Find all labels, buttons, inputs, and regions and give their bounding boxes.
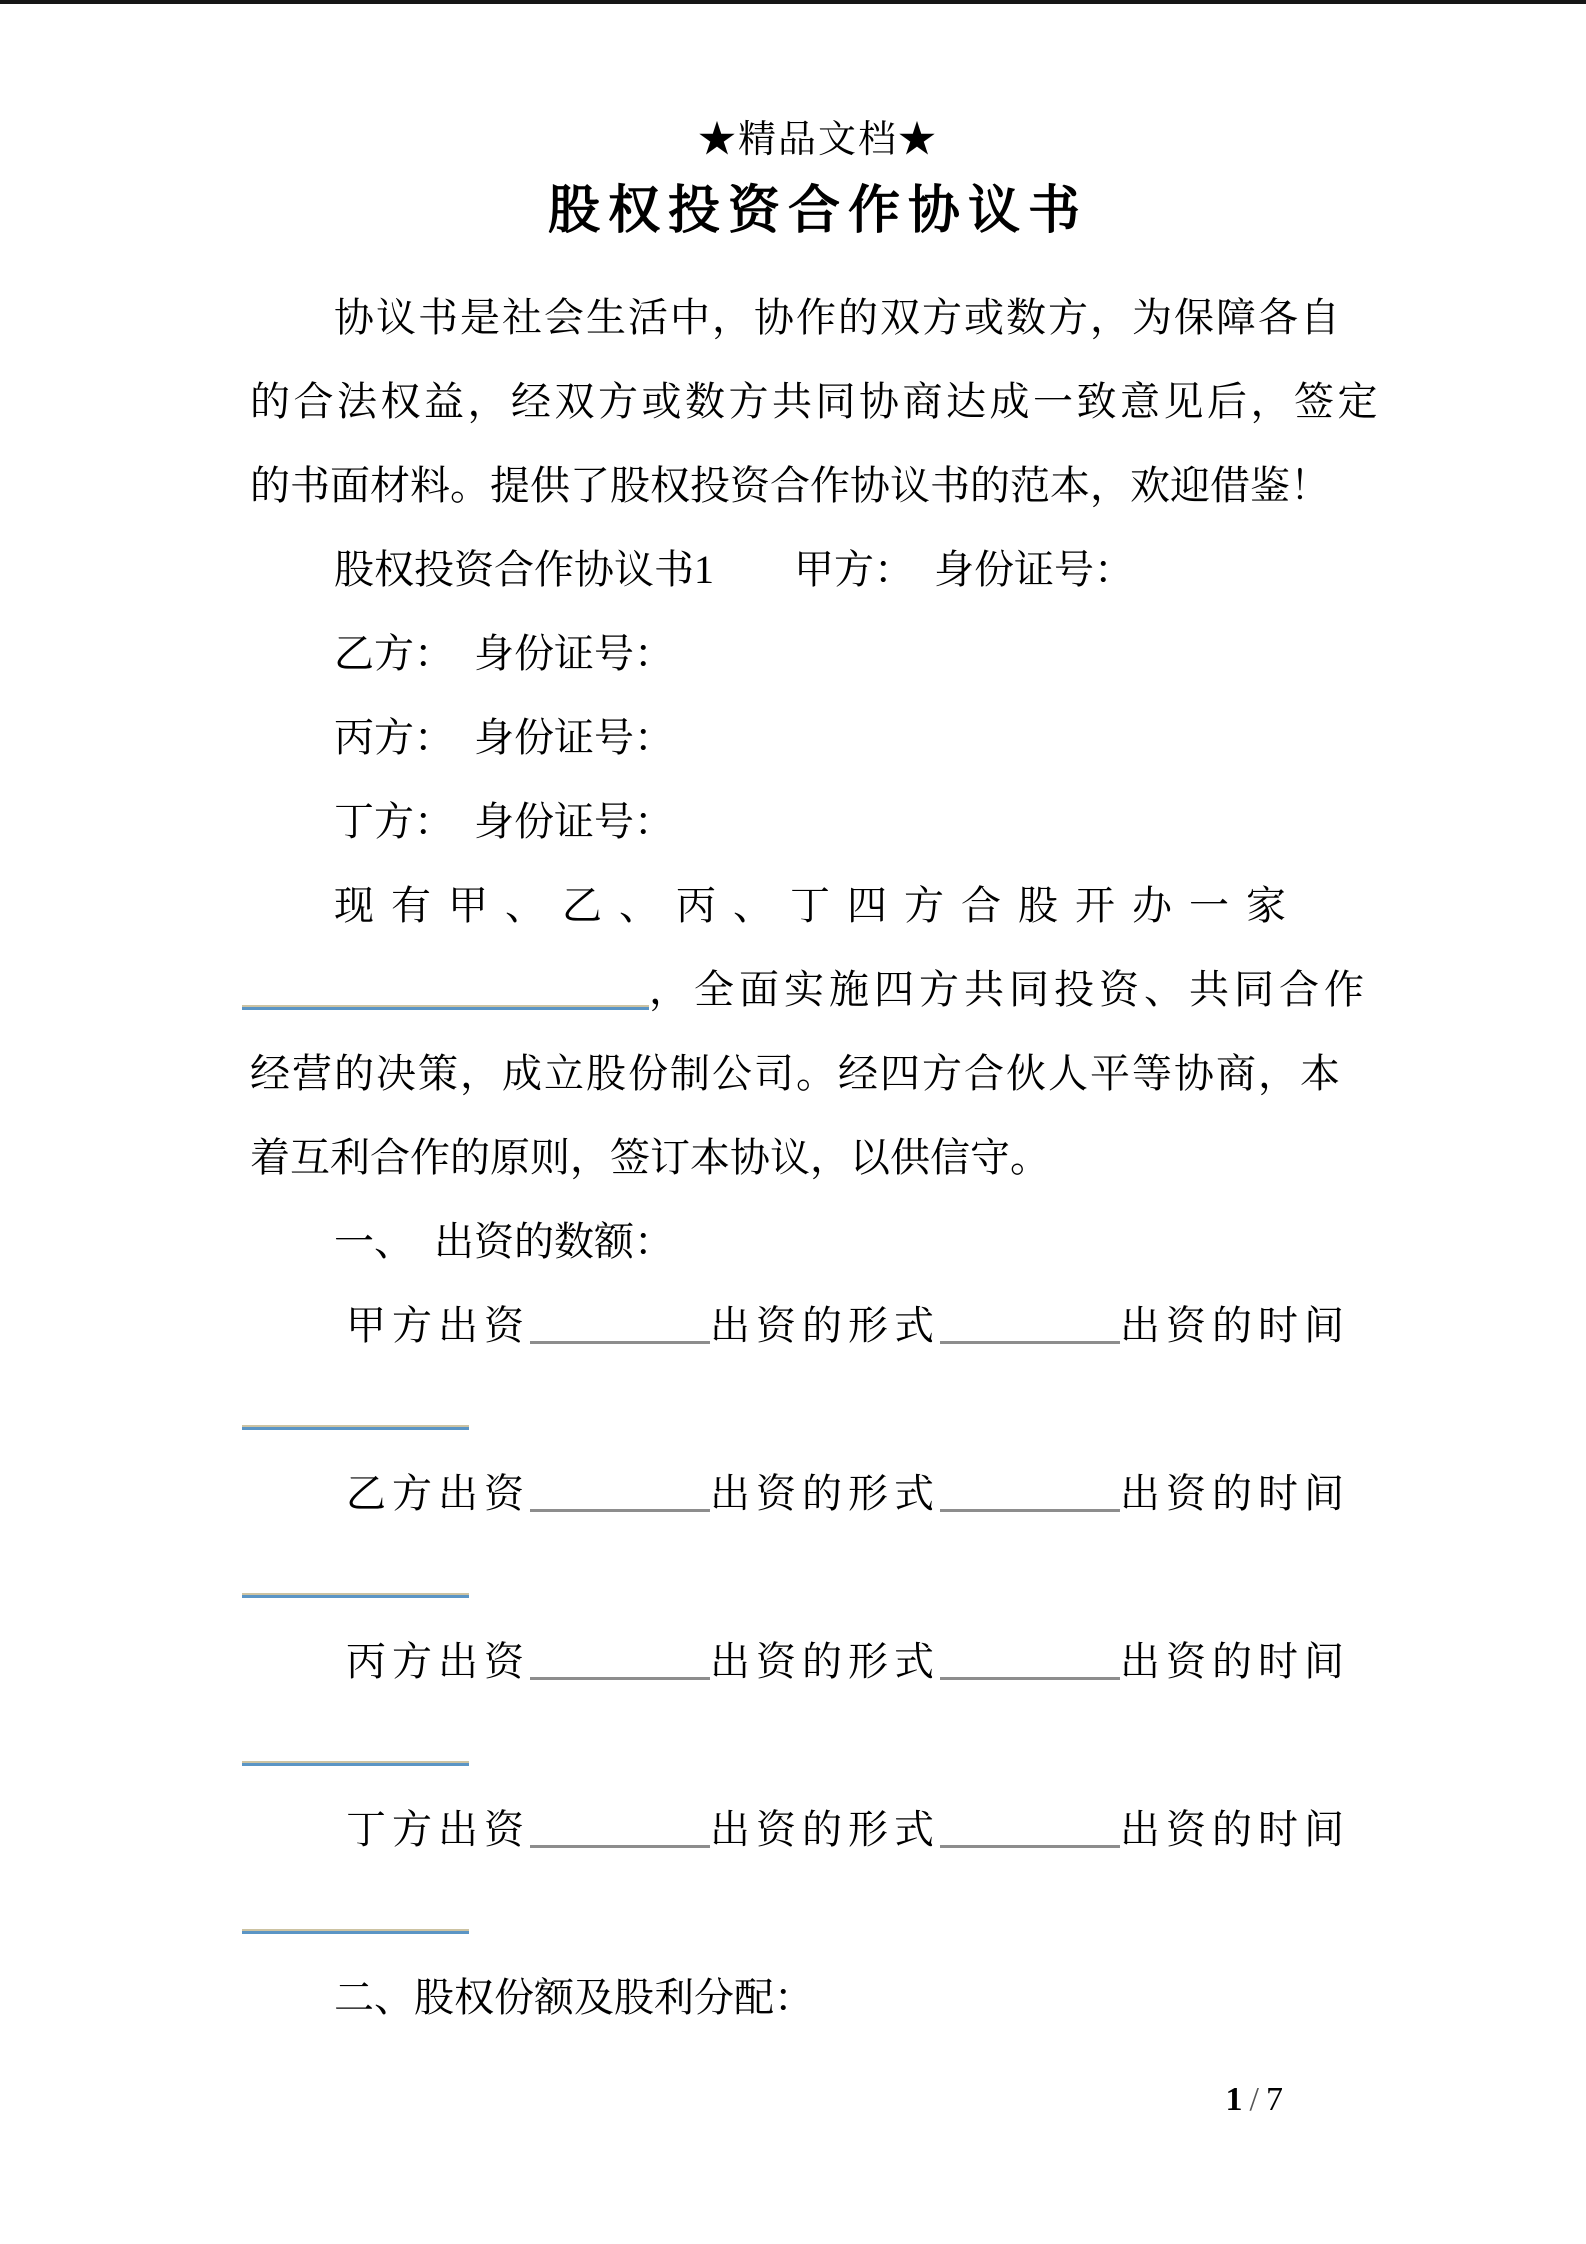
- intro-line-3: 的书面材料。提供了股权投资合作协议书的范本，欢迎借鉴！: [250, 463, 1330, 508]
- contribution-row-party-b: [250, 1452, 1350, 1536]
- page-number: [1226, 2078, 1286, 2122]
- amount-blank-field: [530, 1341, 710, 1344]
- time-blank-field: [242, 1929, 469, 1934]
- contribution-row-party-d: [250, 1788, 1350, 1872]
- row-time-label: 出资的时间: [1120, 1639, 1350, 1684]
- row-party-label: 乙方出资: [346, 1471, 530, 1516]
- contribution-row-party-a: [250, 1284, 1350, 1368]
- time-blank-field: [242, 1593, 469, 1598]
- row-party-label: 甲方出资: [346, 1303, 530, 1348]
- contribution-row-d-continuation: [250, 1872, 1346, 1956]
- row-form-label: 出资的形式: [710, 1303, 940, 1348]
- row-party-label: 丙方出资: [346, 1639, 530, 1684]
- scan-border-line: [0, 0, 1586, 4]
- company-name-blank-field: [242, 1005, 649, 1010]
- party-b-line: 乙方： 身份证号：: [334, 631, 674, 676]
- party-a-line: 股权投资合作协议书1 甲方： 身份证号：: [334, 547, 1134, 592]
- amount-blank-field: [530, 1845, 710, 1848]
- form-blank-field: [940, 1509, 1120, 1512]
- formation-line-1: 现有甲、乙、丙、丁四方合股开办一家: [334, 883, 1303, 928]
- row-party-label: 丁方出资: [346, 1807, 530, 1852]
- formation-line-2-text: ，全面实施四方共同投资、共同合作: [649, 967, 1369, 1012]
- page-number-separator: /: [1249, 2081, 1262, 2118]
- time-blank-field: [242, 1425, 469, 1430]
- document-body: [0, 276, 1586, 2040]
- form-blank-field: [940, 1845, 1120, 1848]
- amount-blank-field: [530, 1677, 710, 1680]
- page-number-total: 7: [1266, 2081, 1286, 2118]
- time-blank-field: [242, 1761, 469, 1766]
- formation-line-2: [250, 948, 1369, 1032]
- row-form-label: 出资的形式: [710, 1807, 940, 1852]
- section-two-heading: 二、股权份额及股利分配：: [334, 1975, 814, 2020]
- row-form-label: 出资的形式: [710, 1639, 940, 1684]
- doc-badge: ★精品文档★: [697, 119, 938, 161]
- formation-line-4: 着互利合作的原则，签订本协议，以供信守。: [250, 1135, 1050, 1180]
- amount-blank-field: [530, 1509, 710, 1512]
- intro-line-1: 协议书是社会生活中，协作的双方或数方，为保障各自: [334, 295, 1342, 340]
- form-blank-field: [940, 1341, 1120, 1344]
- form-blank-field: [940, 1677, 1120, 1680]
- intro-line-2: 的合法权益，经双方或数方共同协商达成一致意见后，签定: [250, 379, 1381, 424]
- party-c-line: 丙方： 身份证号：: [334, 715, 674, 760]
- contribution-row-c-continuation: [250, 1704, 1346, 1788]
- party-d-line: 丁方： 身份证号：: [334, 799, 674, 844]
- row-time-label: 出资的时间: [1120, 1303, 1350, 1348]
- row-time-label: 出资的时间: [1120, 1471, 1350, 1516]
- row-form-label: 出资的形式: [710, 1471, 940, 1516]
- contribution-row-b-continuation: [250, 1536, 1346, 1620]
- formation-line-3: 经营的决策，成立股份制公司。经四方合伙人平等协商，本: [250, 1051, 1342, 1096]
- contribution-row-a-continuation: [250, 1368, 1346, 1452]
- section-one-heading: 一、 出资的数额：: [334, 1219, 674, 1264]
- page-title: 股权投资合作协议书: [547, 183, 1088, 240]
- page-number-current: 1: [1225, 2081, 1246, 2118]
- row-time-label: 出资的时间: [1120, 1807, 1350, 1852]
- contribution-row-party-c: [250, 1620, 1350, 1704]
